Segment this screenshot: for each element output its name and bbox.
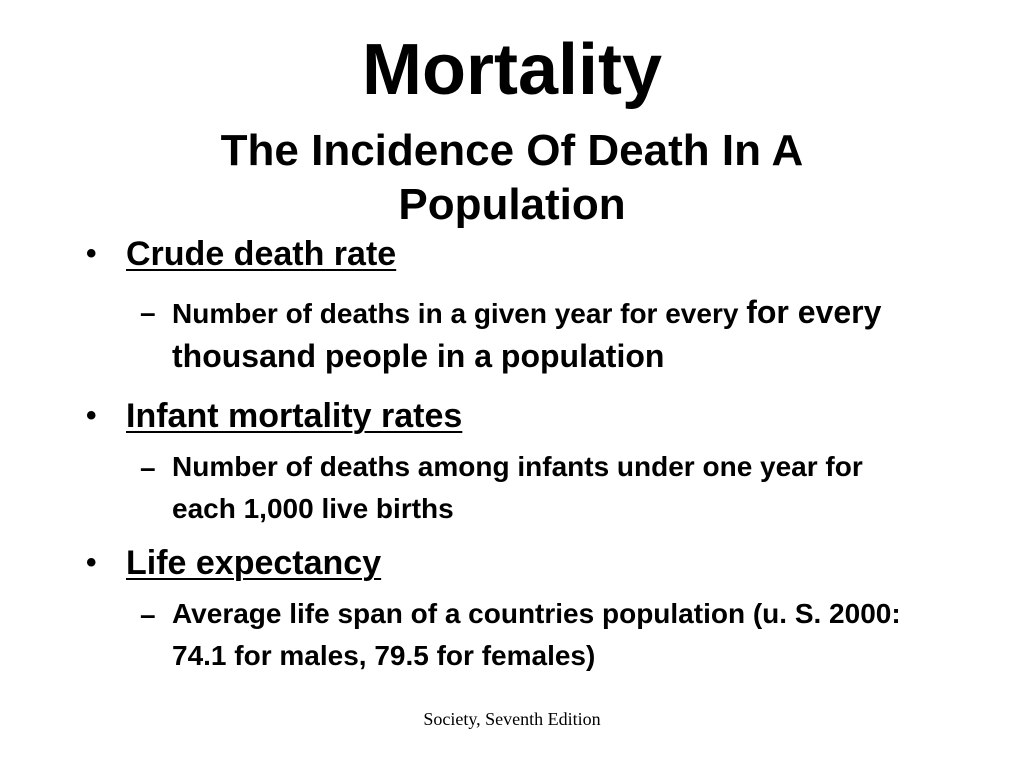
slide-title: Mortality	[361, 30, 663, 110]
sub-bullet-infant-mortality-definition: Number of deaths among infants under one year for each 1,000 live births	[172, 451, 863, 524]
bullet-marker: •	[86, 546, 97, 579]
bullet-heading-infant-mortality-rates: Infant mortality rates	[126, 397, 463, 435]
sub-bullet-dash: –	[140, 599, 156, 630]
bullet-heading-crude-death-rate: Crude death rate	[126, 235, 397, 273]
bullet-marker: •	[86, 399, 97, 432]
sub-bullet-dash: –	[140, 297, 156, 328]
sub-bullet-text-part: for every thousand people in a population	[172, 294, 882, 374]
sub-bullet-text-part: Number of deaths in a given year for every	[172, 298, 747, 329]
bullet-marker: •	[86, 237, 97, 270]
sub-bullet-crude-death-rate-definition	[172, 291, 942, 379]
slide-footer: Society, Seventh Edition	[423, 709, 601, 729]
bullet-heading-life-expectancy: Life expectancy	[126, 544, 382, 582]
sub-bullet-life-expectancy-definition: Average life span of a countries population (u. S. 2000: 74.1 for males, 79.5 for females)	[172, 598, 901, 671]
slide-subtitle: The Incidence Of Death In A Population	[220, 126, 804, 229]
sub-bullet-dash: –	[140, 452, 156, 483]
